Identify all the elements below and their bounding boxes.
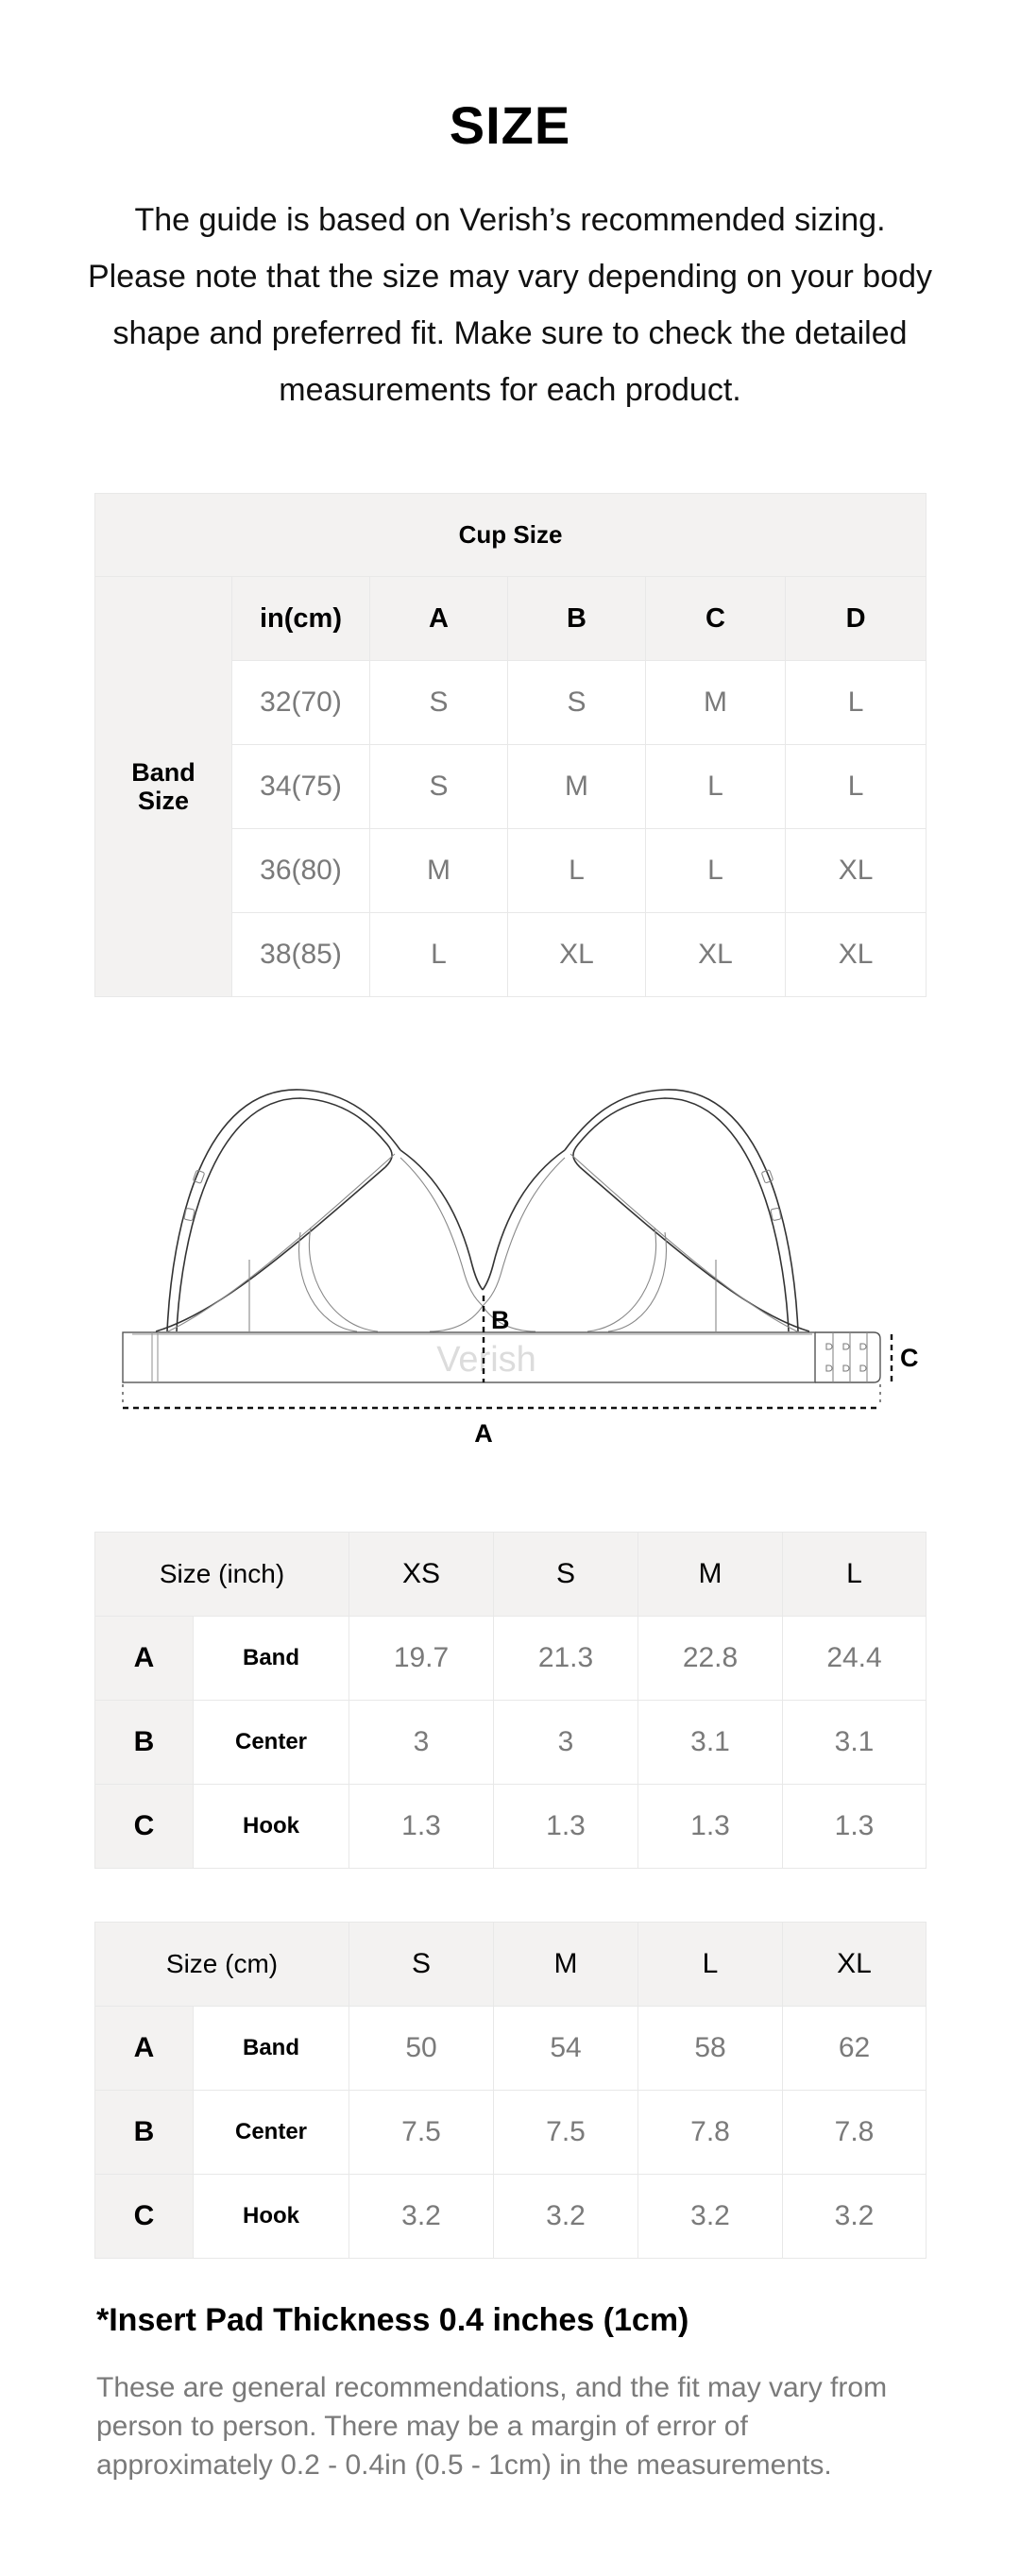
table-row — [95, 2007, 926, 2091]
page-title: SIZE — [449, 95, 571, 155]
cm-table-header: Size (cm) — [95, 1923, 349, 2007]
size-col-header: L — [638, 1923, 783, 2007]
measure-value: 7.8 — [783, 2091, 926, 2175]
measure-letter: B — [95, 1701, 194, 1785]
measure-value: 3.2 — [638, 2175, 783, 2259]
measure-letter: C — [95, 2175, 194, 2259]
band-size-label-line1: Band — [131, 758, 196, 787]
measure-value: 7.8 — [638, 2091, 783, 2175]
measure-name: Band — [194, 1617, 349, 1701]
band-size-label-line2: Size — [137, 787, 190, 815]
measure-value: 22.8 — [638, 1617, 783, 1701]
insert-pad-note-title: *Insert Pad Thickness 0.4 inches (1cm) — [96, 2302, 689, 2338]
band-value: 34(75) — [232, 745, 370, 829]
measure-value: 50 — [349, 2007, 494, 2091]
table-row — [95, 1617, 926, 1701]
measure-value: 3.2 — [494, 2175, 638, 2259]
brand-watermark: Verish — [436, 1340, 536, 1380]
dimension-label-c: C — [900, 1344, 919, 1372]
measure-value: 1.3 — [494, 1785, 638, 1869]
size-cell: L — [786, 745, 926, 829]
bra-measurement-diagram — [0, 1039, 1020, 1473]
size-cell: XL — [786, 829, 926, 913]
size-col-header: XS — [349, 1533, 494, 1617]
cup-size-title: Cup Size — [95, 494, 926, 577]
band-value: 36(80) — [232, 829, 370, 913]
size-col-header: M — [638, 1533, 783, 1617]
size-cell: L — [786, 661, 926, 745]
cup-col-header: D — [786, 577, 926, 661]
size-cell: L — [646, 745, 786, 829]
table-row — [95, 1701, 926, 1785]
size-cell: M — [370, 829, 508, 913]
table-header-row — [95, 1923, 926, 2007]
measure-name: Hook — [194, 1785, 349, 1869]
measure-value: 7.5 — [494, 2091, 638, 2175]
cup-col-header: A — [370, 577, 508, 661]
size-cell: L — [646, 829, 786, 913]
size-cell: S — [370, 661, 508, 745]
measure-value: 19.7 — [349, 1617, 494, 1701]
size-cell: XL — [508, 913, 646, 997]
size-cell: S — [370, 745, 508, 829]
size-cell: S — [508, 661, 646, 745]
table-row — [95, 2091, 926, 2175]
band-value: 38(85) — [232, 913, 370, 997]
size-col-header: S — [494, 1533, 638, 1617]
size-cell: L — [508, 829, 646, 913]
measure-name: Center — [194, 2091, 349, 2175]
intro-text: The guide is based on Verish’s recommended sizing. Please note that the size may vary depending on your body shape and preferred fit. Make sure to check the detailed measurements for each product. — [87, 202, 932, 408]
size-col-header: M — [494, 1923, 638, 2007]
table-row — [95, 2175, 926, 2259]
measure-value: 3.1 — [638, 1701, 783, 1785]
measure-name: Hook — [194, 2175, 349, 2259]
size-cell: XL — [646, 913, 786, 997]
cup-size-table — [94, 493, 926, 997]
measure-value: 7.5 — [349, 2091, 494, 2175]
measure-value: 3 — [349, 1701, 494, 1785]
measure-value: 24.4 — [783, 1617, 926, 1701]
measure-value: 3.2 — [783, 2175, 926, 2259]
cup-col-header: B — [508, 577, 646, 661]
measure-letter: A — [95, 2007, 194, 2091]
size-cell: M — [508, 745, 646, 829]
size-cell: M — [646, 661, 786, 745]
dimension-label-b: B — [491, 1306, 510, 1334]
table-header-row — [95, 1533, 926, 1617]
unit-header: in(cm) — [232, 577, 370, 661]
cm-measurement-table — [94, 1922, 926, 2259]
measure-name: Center — [194, 1701, 349, 1785]
measure-value: 62 — [783, 2007, 926, 2091]
cup-col-header: C — [646, 577, 786, 661]
measure-value: 3.2 — [349, 2175, 494, 2259]
band-value: 32(70) — [232, 661, 370, 745]
size-col-header: L — [783, 1533, 926, 1617]
size-cell: L — [370, 913, 508, 997]
measure-name: Band — [194, 2007, 349, 2091]
measure-value: 1.3 — [783, 1785, 926, 1869]
measure-value: 3.1 — [783, 1701, 926, 1785]
fit-disclaimer-text: These are general recommendations, and the fit may vary from person to person. There may be a margin of error of approximately 0.2 - 0.4in (0.5 - 1cm) in the measurements. — [96, 2372, 888, 2481]
dimension-label-a: A — [474, 1419, 493, 1448]
measure-value: 1.3 — [349, 1785, 494, 1869]
measure-value: 54 — [494, 2007, 638, 2091]
size-col-header: S — [349, 1923, 494, 2007]
table-row — [95, 1785, 926, 1869]
measure-value: 1.3 — [638, 1785, 783, 1869]
band-size-label — [95, 577, 232, 997]
measure-letter: B — [95, 2091, 194, 2175]
size-cell: XL — [786, 913, 926, 997]
measure-value: 3 — [494, 1701, 638, 1785]
measure-value: 21.3 — [494, 1617, 638, 1701]
inch-table-header: Size (inch) — [95, 1533, 349, 1617]
size-col-header: XL — [783, 1923, 926, 2007]
measure-value: 58 — [638, 2007, 783, 2091]
inch-measurement-table — [94, 1532, 926, 1869]
measure-letter: C — [95, 1785, 194, 1869]
measure-letter: A — [95, 1617, 194, 1701]
